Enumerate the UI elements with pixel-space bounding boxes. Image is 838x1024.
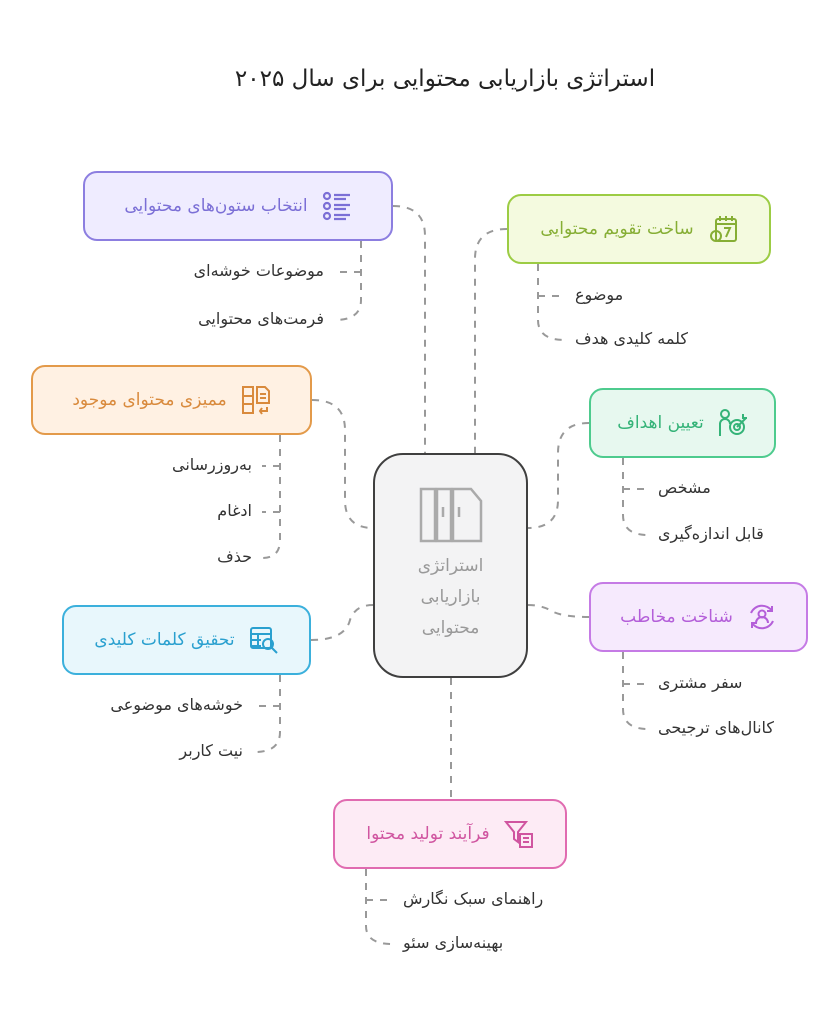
branch-keywords[interactable] [62,605,311,675]
connector-audit-items [262,435,280,558]
funnel-document-icon [504,819,534,849]
table-search-icon [249,625,279,655]
audit-document-icon [241,385,271,415]
sub-item[interactable]: نیت کاربر [179,741,243,760]
branch-label: شناخت مخاطب [620,607,733,627]
sub-item[interactable]: ادغام [217,501,252,520]
user-cycle-icon [747,602,777,632]
sub-item[interactable]: موضوع [575,285,624,304]
sub-item[interactable]: قابل اندازه‌گیری [658,524,764,543]
sub-item[interactable]: بهینه‌سازی سئو [403,933,504,952]
branch-production[interactable] [333,799,567,869]
central-node-label: استراتژی بازاریابی محتوایی [417,556,484,638]
diagram-title: استراتژی بازاریابی محتوایی برای سال ۲۰۲۵ [234,66,656,92]
connector-calendar [475,229,507,453]
branch-pillars[interactable] [83,171,393,241]
sub-item[interactable]: موضوعات خوشه‌ای [193,261,324,280]
branch-label: تحقیق کلمات کلیدی [94,630,235,650]
sub-item[interactable]: حذف [217,547,252,566]
connector-audience-items [623,652,648,729]
sub-item[interactable]: فرمت‌های محتوایی [198,309,324,328]
connector-production-items [366,869,392,944]
branch-goals[interactable] [589,388,776,458]
connector-keywords [311,605,373,640]
branch-label: فرآیند تولید محتوا [366,824,490,844]
branch-audit[interactable] [31,365,312,435]
connector-keywords-items [255,675,280,752]
sub-item[interactable]: کانال‌های ترجیحی [658,718,775,737]
sub-item[interactable]: خوشه‌های موضوعی [110,695,243,714]
branch-calendar[interactable] [507,194,771,264]
branch-label: ساخت تقویم محتوایی [540,219,694,239]
branch-label: ممیزی محتوای موجود [72,390,227,410]
sub-item[interactable]: به‌روزرسانی [171,455,252,474]
branch-label: تعیین اهداف [617,413,704,433]
columns-document-icon [419,487,483,543]
person-target-icon [718,408,748,438]
sub-item[interactable]: سفر مشتری [658,673,743,692]
central-node[interactable] [373,453,528,678]
connector-audit [312,400,373,528]
list-icon [322,191,352,221]
branch-audience[interactable] [589,582,808,652]
connector-audience [528,605,589,617]
connector-pillars [393,206,425,453]
branch-label: انتخاب ستون‌های محتوایی [124,196,308,216]
sub-item[interactable]: کلمه کلیدی هدف [575,329,688,348]
connector-goals [528,423,589,528]
connector-goals-items [623,458,648,535]
sub-item[interactable]: مشخص [658,478,711,497]
sub-item[interactable]: راهنمای سبک نگارش [403,889,544,908]
connector-pillars-items [335,241,361,320]
connector-calendar-items [538,264,565,340]
calendar-gear-icon [708,214,738,244]
